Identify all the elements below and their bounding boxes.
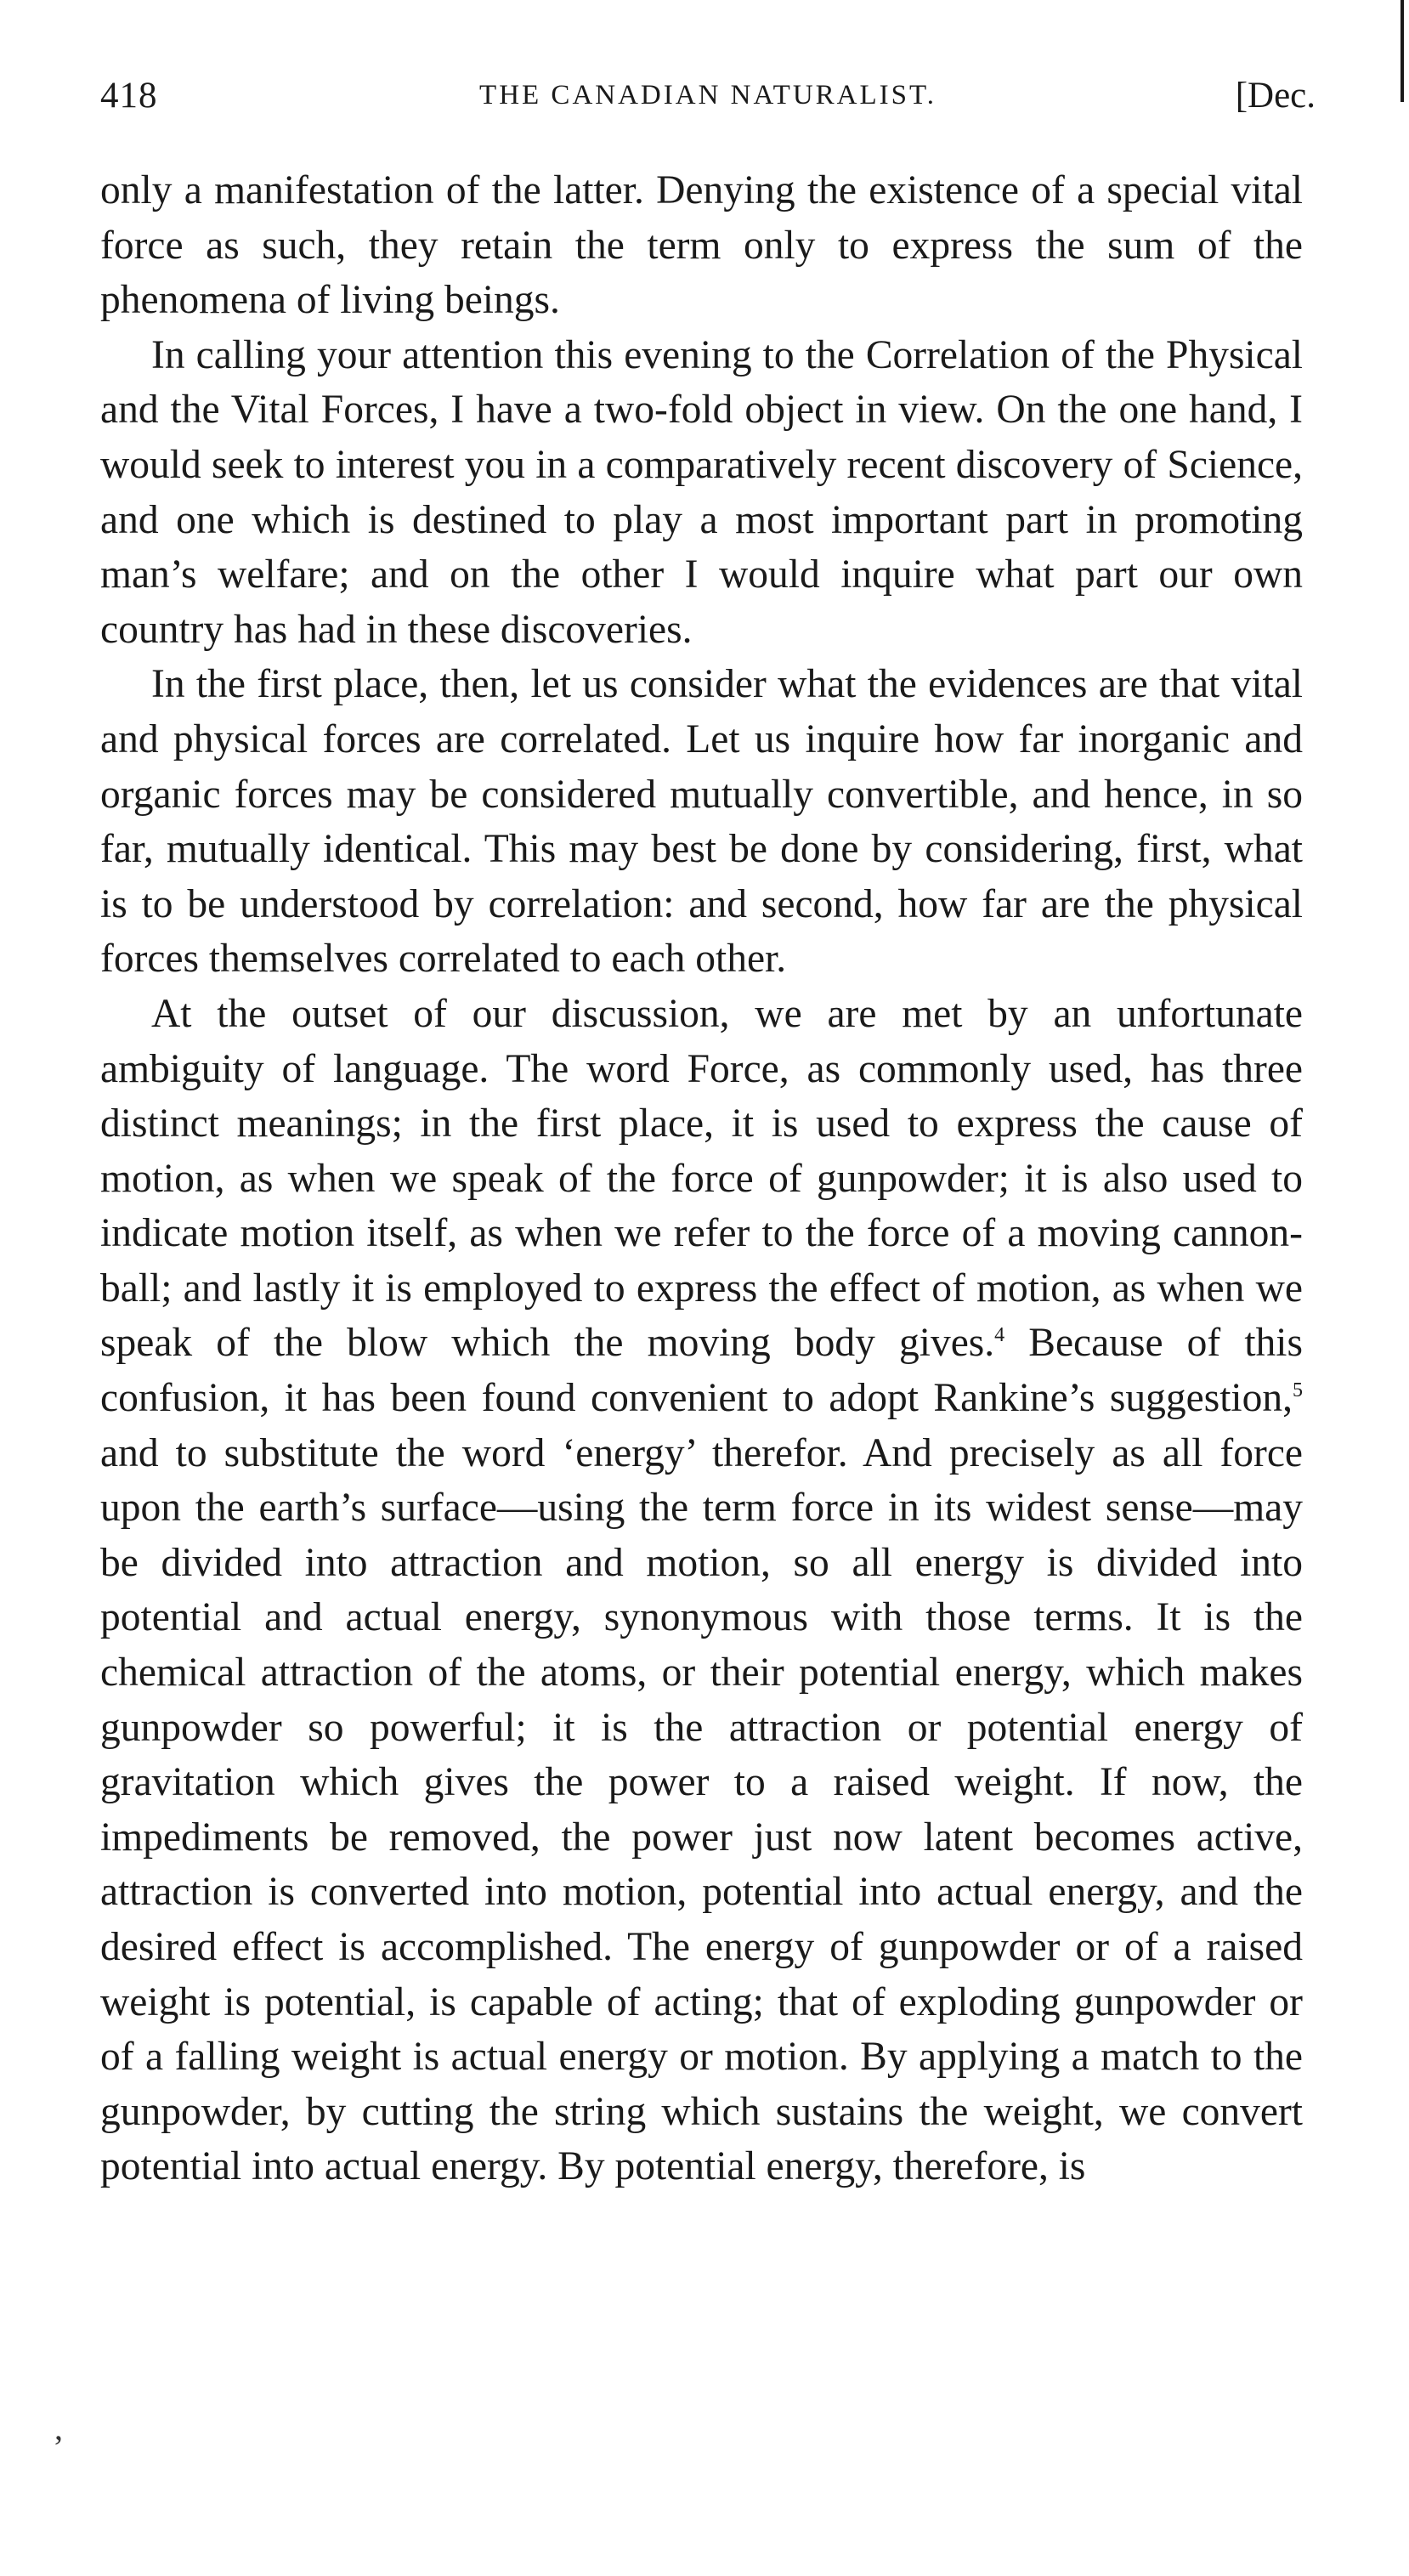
header-month: [Dec. [1235, 76, 1316, 116]
running-title: THE CANADIAN NATURALIST. [479, 80, 937, 110]
paragraph: In calling your attention this evening to the Correlation of the Physical and the Vital Forces, I have a two-fold object in view. On the one hand, I would seek to interest you in a comparatively recent discovery of Science, and one which is destined to play a most important part in promoting man’s welfare; and on the other I would inquire what part our own country has had in these discoveries. [100, 332, 1303, 652]
footnote-marker: 5 [1293, 1379, 1303, 1402]
paragraph-text: Because of this confusion, it has been found convenient to adopt Rankine’s suggestion, [100, 1321, 1303, 1421]
running-header [100, 75, 1316, 134]
paragraph-text: and to substitute the word ‘energy’ therefor. And precisely as all force upon the earth’s surface—using the term force in its widest sense—may be divided into attraction and motion, so all energy is divided into potential and actual energy, synonymous with those terms. It is the chemical attraction of the atoms, or their potential energy, which makes gunpowder so powerful; it is the attraction or potential energy of gravitation which gives the power to a raised weight. If now, the impediments be removed, the power just now latent becomes active, attraction is converted into motion, potential into actual energy, and the desired effect is accomplished. The energy of gunpowder or of a raised weight is potential, is capable of acting; that of exploding gunpowder or of a falling weight is actual energy or motion. By applying a match to the gunpowder, by cutting the string which sustains the weight, we convert potential into actual energy. By potential energy, therefore, is [100, 1430, 1303, 2189]
paragraph-force-energy [100, 987, 1303, 2194]
body-text [100, 163, 1303, 2194]
paragraph-text: At the outset of our discussion, we are met by an unfortunate ambiguity of language. The word Force, as commonly used, has three distinct meanings; in the first place, it is used to express the cause of motion, as when we speak of the force of gunpowder; it is also used to indicate motion itself, as when we refer to the force of a moving cannon-ball; and lastly it is employed to express the effect of motion, as when we speak of the blow which the moving body gives. [100, 991, 1303, 1366]
paragraph: In the first place, then, let us consider what the evidences are that vital and physical forces are correlated. Let us inquire how far inorganic and organic forces may be considered mutually convertible, and hence, in so far, mutually identical. This may best be done by considering, first, what is to be understood by correlation: and second, how far are the physical forces themselves correlated to each other. [100, 662, 1303, 982]
page-number: 418 [100, 76, 158, 116]
page-edge-line [1401, 0, 1404, 102]
footnote-marker: 4 [994, 1324, 1005, 1347]
margin-mark: ’ [53, 2428, 65, 2466]
paragraph-continued: only a manifestation of the latter. Denying the existence of a special vital force as such, they retain the term only to express the sum of the phenomena of living beings. [100, 168, 1303, 323]
